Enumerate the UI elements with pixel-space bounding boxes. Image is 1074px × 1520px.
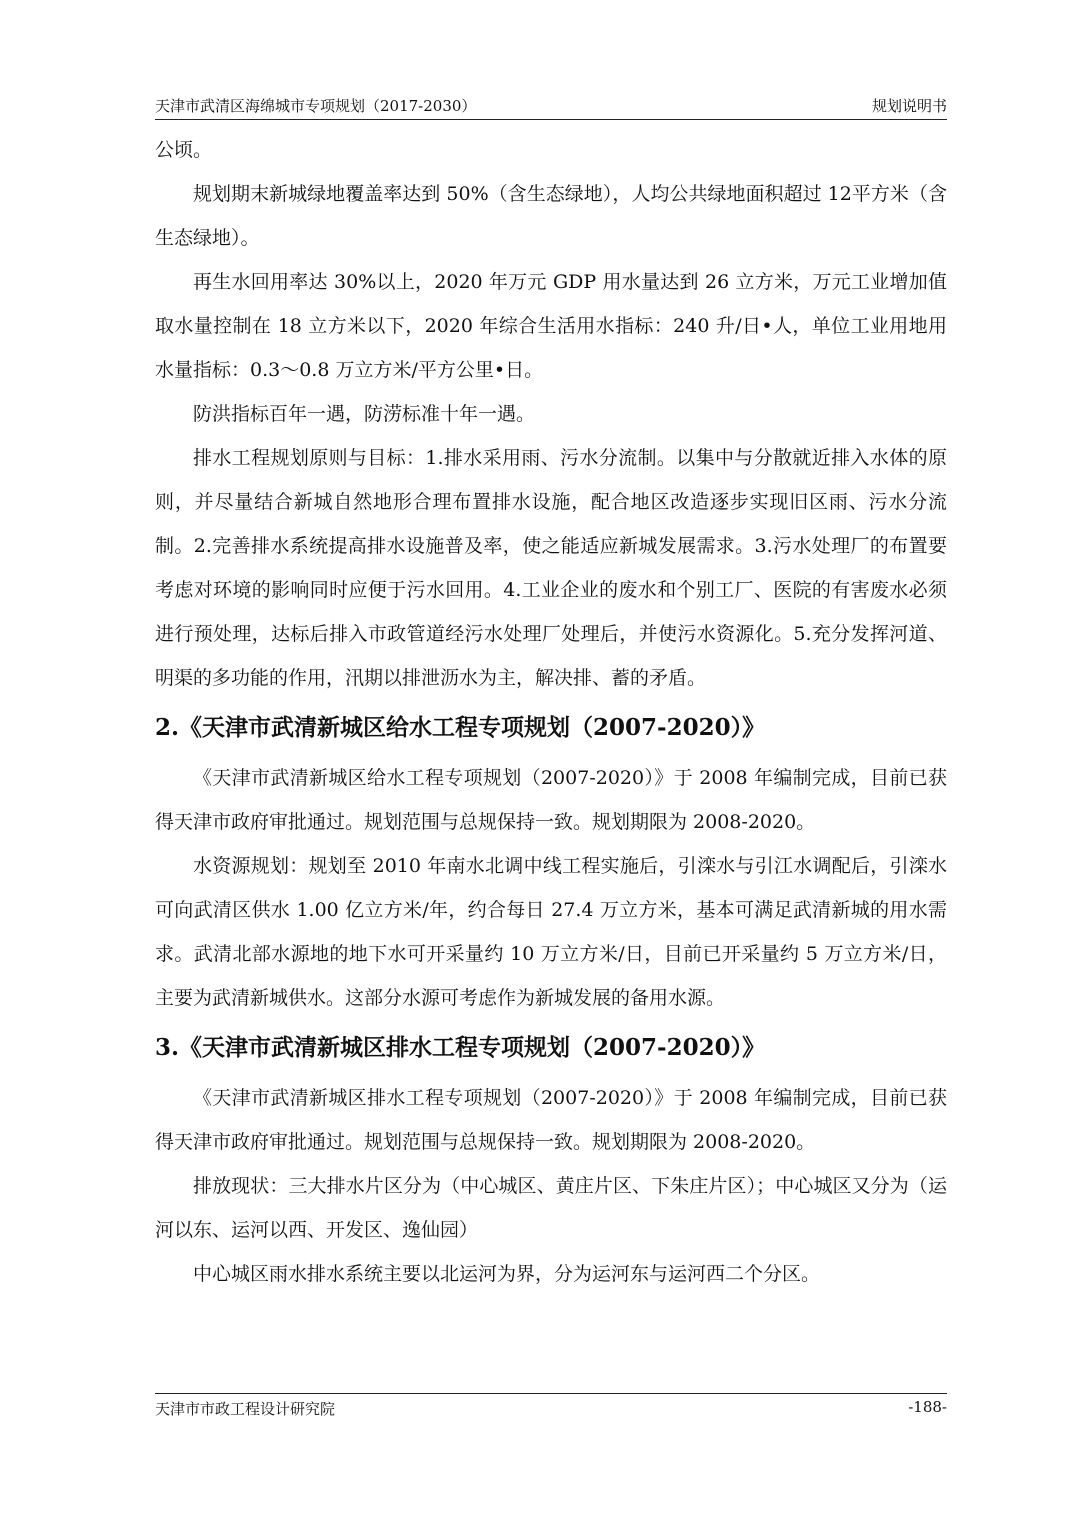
page-number: -188-: [908, 1398, 947, 1416]
section-heading-2: 2.《天津市武清新城区给水工程专项规划（2007-2020）》: [155, 714, 766, 741]
page-header: [155, 92, 947, 120]
paragraph: 防洪指标百年一遇，防涝标准十年一遇。: [193, 403, 536, 425]
paragraph: 规划期末新城绿地覆盖率达到 50%（含生态绿地），人均公共绿地面积超过 12平方米（含生态绿地）。: [155, 183, 947, 249]
paragraph: 排放现状：三大排水片区分为（中心城区、黄庄片区、下朱庄片区）；中心城区又分为（运河以东、运河以西、开发区、逸仙园）: [155, 1175, 947, 1241]
paragraph: 中心城区雨水排水系统主要以北运河为界，分为运河东与运河西二个分区。: [193, 1263, 821, 1285]
paragraph: 水资源规划：规划至 2010 年南水北调中线工程实施后，引滦水与引江水调配后，引滦水可向武清区供水 1.00 亿立方米/年，约合每日 27.4 万立方米，基本可满足武清新城的用水需求。武清北部水源地的地下水可开采量约 10 万立方米/日，目前已开采量约 5 万立方米/日，主要为武清新城供水。这部分水源可考虑作为新城发展的备用水源。: [155, 855, 947, 1009]
section-heading-3: 3.《天津市武清新城区排水工程专项规划（2007-2020）》: [155, 1034, 766, 1061]
paragraph: 公顷。: [155, 139, 213, 161]
paragraph: 《天津市武清新城区给水工程专项规划（2007-2020）》于 2008 年编制完成，目前已获得天津市政府审批通过。规划范围与总规保持一致。规划期限为 2008-2020。: [155, 767, 947, 833]
paragraph: 再生水回用率达 30%以上，2020 年万元 GDP 用水量达到 26 立方米，万元工业增加值取水量控制在 18 立方米以下，2020 年综合生活用水指标：240 升/日•人，单位工业用地用水量指标：0.3～0.8 万立方米/平方公里•日。: [155, 271, 947, 381]
header-doc-type: 规划说明书: [871, 97, 947, 115]
paragraph: 排水工程规划原则与目标：1.排水采用雨、污水分流制。以集中与分散就近排入水体的原则，并尽量结合新城自然地形合理布置排水设施，配合地区改造逐步实现旧区雨、污水分流制。2.完善排水系统提高排水设施普及率，使之能适应新城发展需求。3.污水处理厂的布置要考虑对环境的影响同时应便于污水回用。4.工业企业的废水和个别工厂、医院的有害废水必须进行预处理，达标后排入市政管道经污水处理厂处理后，并使污水资源化。5.充分发挥河道、明渠的多功能的作用，汛期以排泄沥水为主，解决排、蓄的矛盾。: [155, 447, 947, 689]
header-title: 天津市武清区海绵城市专项规划（2017-2030）: [155, 97, 477, 115]
footer-org: 天津市市政工程设计研究院: [155, 1400, 336, 1418]
paragraph: 《天津市武清新城区排水工程专项规划（2007-2020）》于 2008 年编制完成，目前已获得天津市政府审批通过。规划范围与总规保持一致。规划期限为 2008-2020。: [155, 1087, 947, 1153]
page-content: [155, 128, 947, 1296]
page-footer: [155, 1393, 947, 1419]
